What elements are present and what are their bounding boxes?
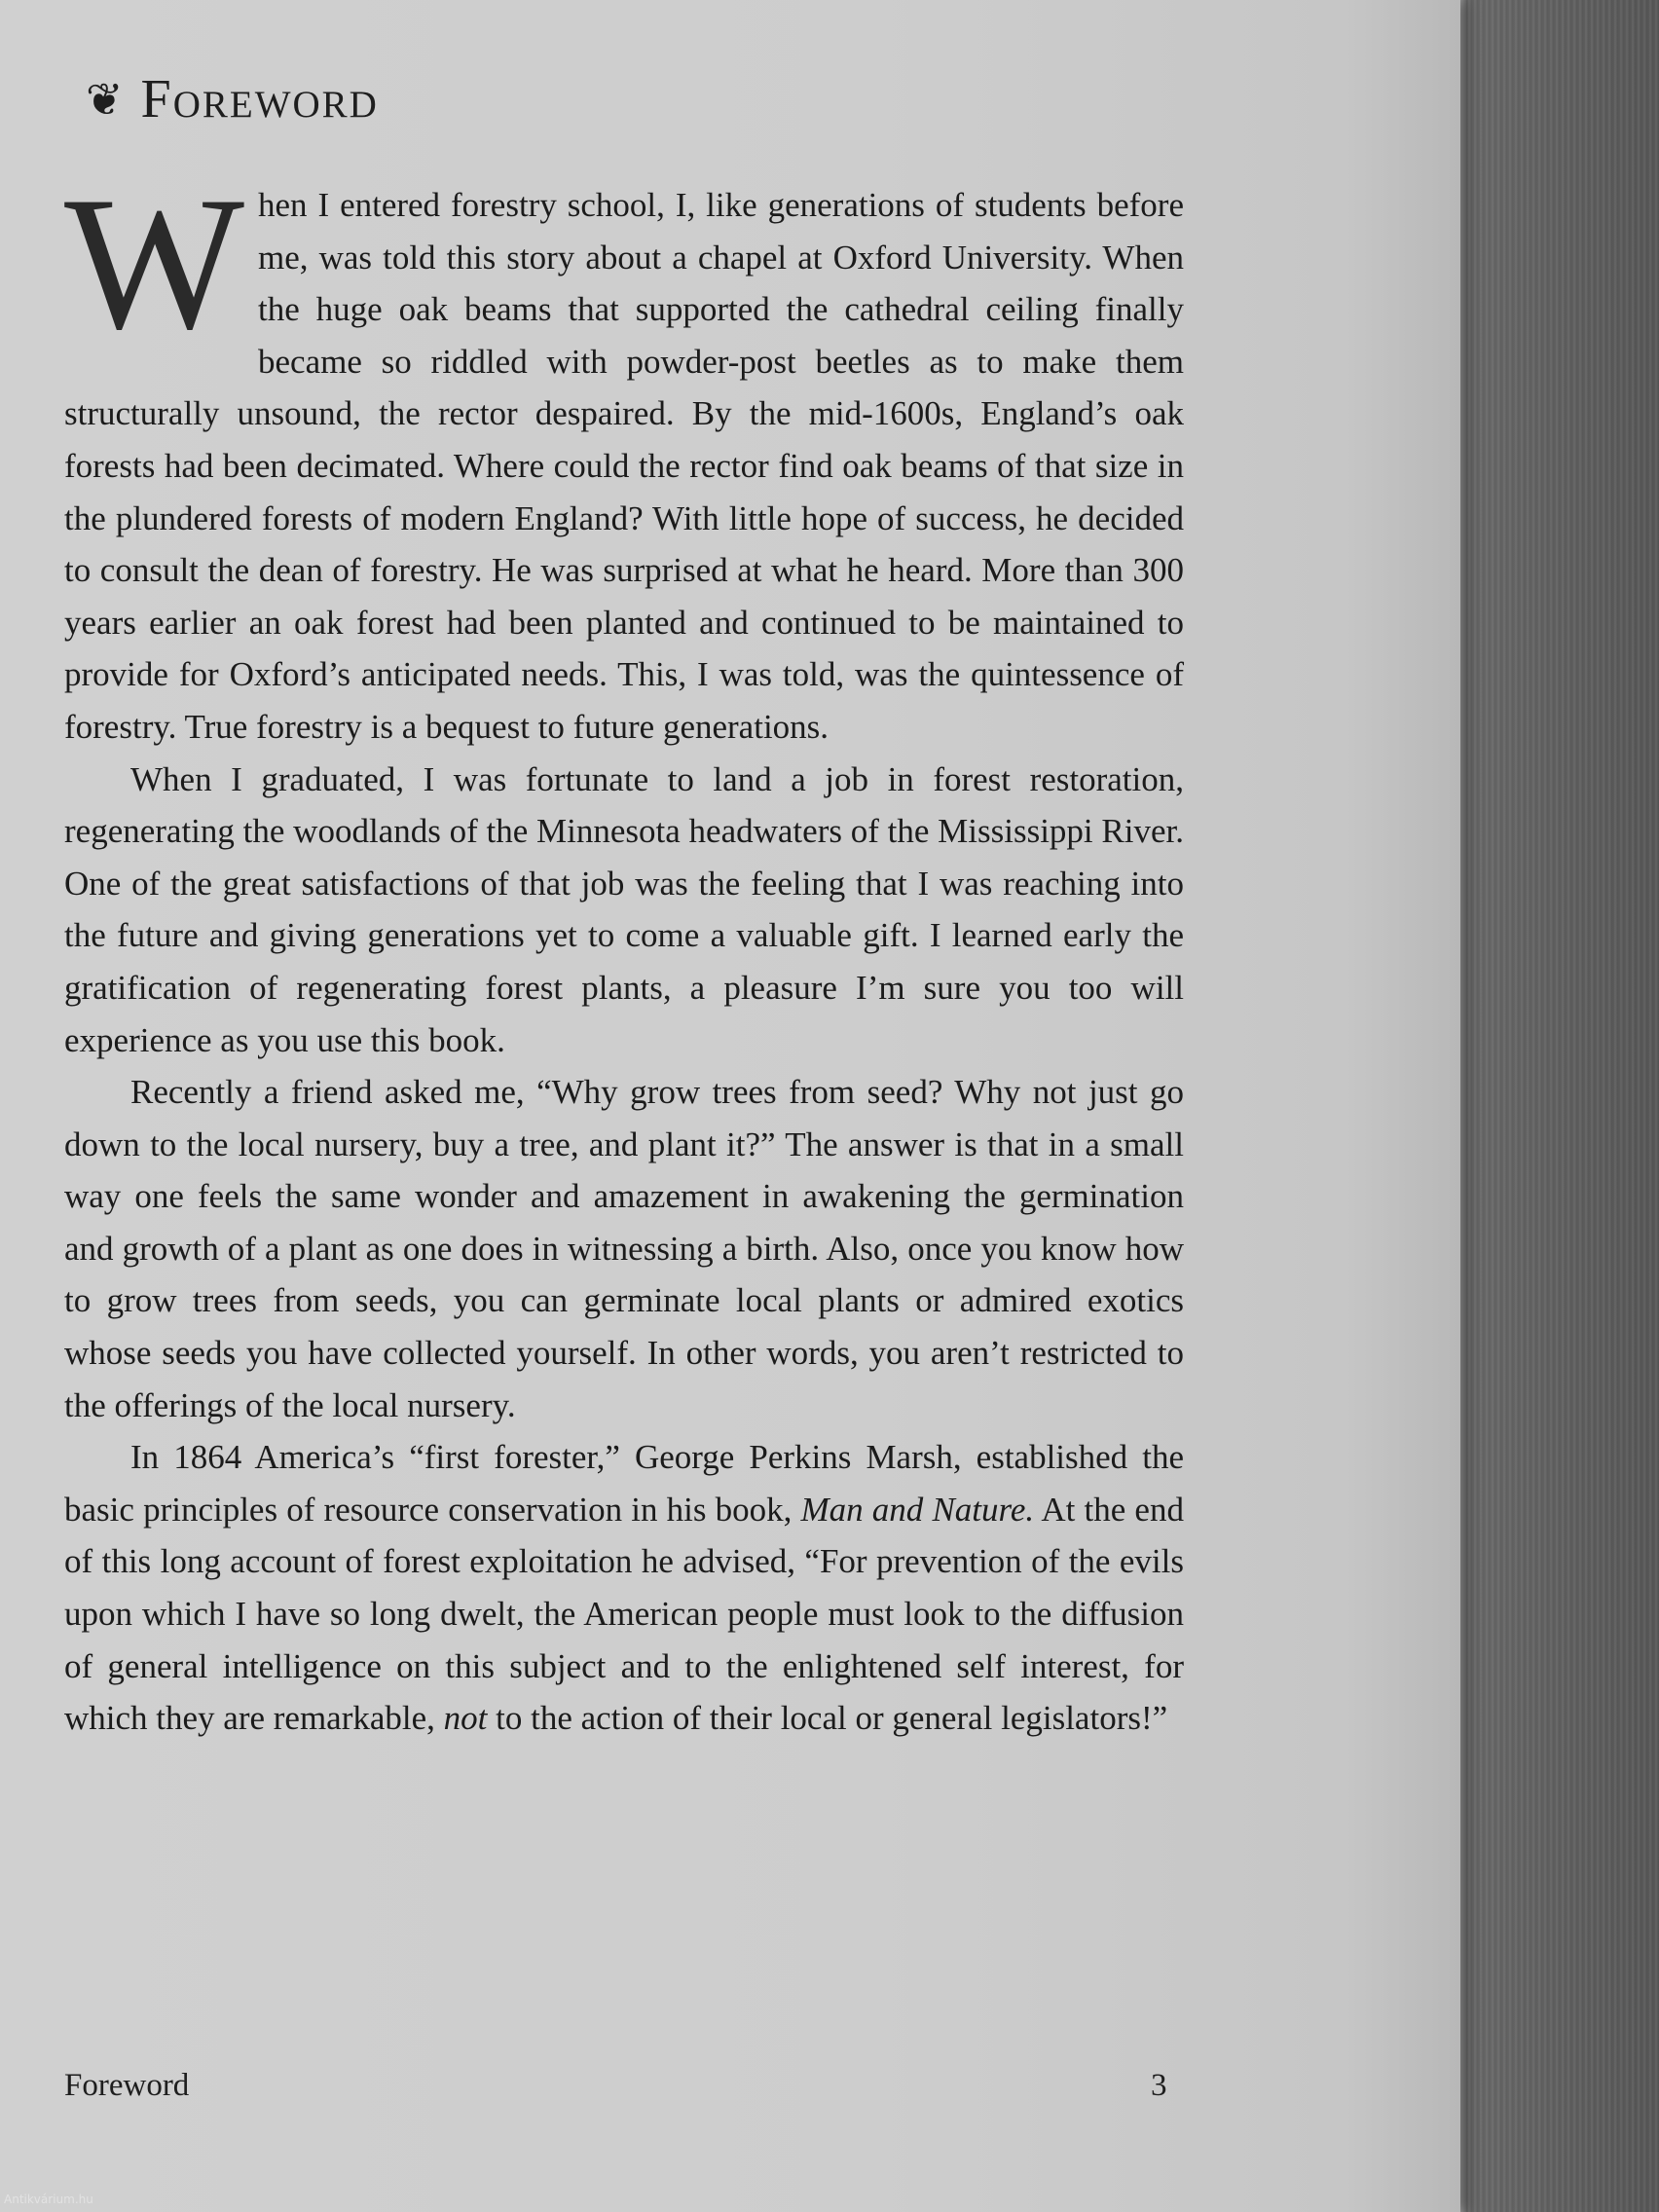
book-title-italic: Man and Nature. <box>800 1490 1035 1529</box>
emphasis-italic: not <box>443 1699 488 1738</box>
paragraph-1 <box>64 158 1184 754</box>
fleuron-icon: ❦ <box>86 73 124 126</box>
chapter-title: Foreword <box>140 69 379 129</box>
body-text <box>64 158 1184 1745</box>
paragraph-1-text: hen I entered forestry school, I, like generations of students before me, was told this story about a chapel at Oxford University. When the huge oak beams that supported the cathedral ceiling finally became so riddled with powder-post beetles as to make them structurally unsound, the rector despaired. By the mid-1600s, England’s oak forests had been decimated. Where could the rector find oak beams of that size in the plundered forests of modern England? With little hope of success, he decided to consult the dean of forestry. He was surprised at what he heard. More than 300 years earlier an oak forest had been planted and continued to be maintained to provide for Oxford’s anticipated needs. This, I was told, was the quintessence of forestry. True forestry is a bequest to future generations. <box>64 186 1184 746</box>
paragraph-4 <box>64 1431 1184 1745</box>
background-surface <box>1445 0 1659 2212</box>
page-number: 3 <box>1151 2068 1167 2103</box>
page-edge <box>1460 0 1466 2212</box>
paragraph-3: Recently a friend asked me, “Why grow trees from seed? Why not just go down to the local nursery, buy a tree, and plant it?” The answer is that in a small way one feels the same wonder and amazement in awakening the germination and growth of a plant as one does in witnessing a birth. Also, once you know how to grow trees from seeds, you can germinate local plants or admired exotics whose seeds you have collected yourself. In other words, you aren’t restricted to the offerings of the local nursery. <box>64 1073 1184 1424</box>
paragraph-4-text-a: In 1864 America’s “first forester,” George Perkins Marsh, established the basic principles of resource conservation in his book, <box>64 1438 1184 1529</box>
paragraph-4-text-c: to the action of their local or general legislators!” <box>487 1699 1168 1738</box>
chapter-heading <box>86 69 379 129</box>
watermark: Antikvárium.hu <box>4 2193 93 2206</box>
drop-cap: W <box>64 158 244 369</box>
running-footer-title: Foreword <box>64 2068 190 2103</box>
paragraph-4-text-b: At the end of this long account of forest exploitation he advised, “For prevention of the evils upon which I have so long dwelt, the American people must look to the diffusion of general intelligence on this subject and to the enlightened self interest, for which they are remarkable, <box>64 1490 1184 1738</box>
paragraph-2: When I graduated, I was fortunate to land a job in forest restoration, regenerating the woodlands of the Minnesota headwaters of the Mississippi River. One of the great satisfactions of that job was the feeling that I was reaching into the future and giving generations yet to come a valuable gift. I learned early the gratification of regenerating forest plants, a pleasure I’m sure you too will experience as you use this book. <box>64 759 1184 1059</box>
